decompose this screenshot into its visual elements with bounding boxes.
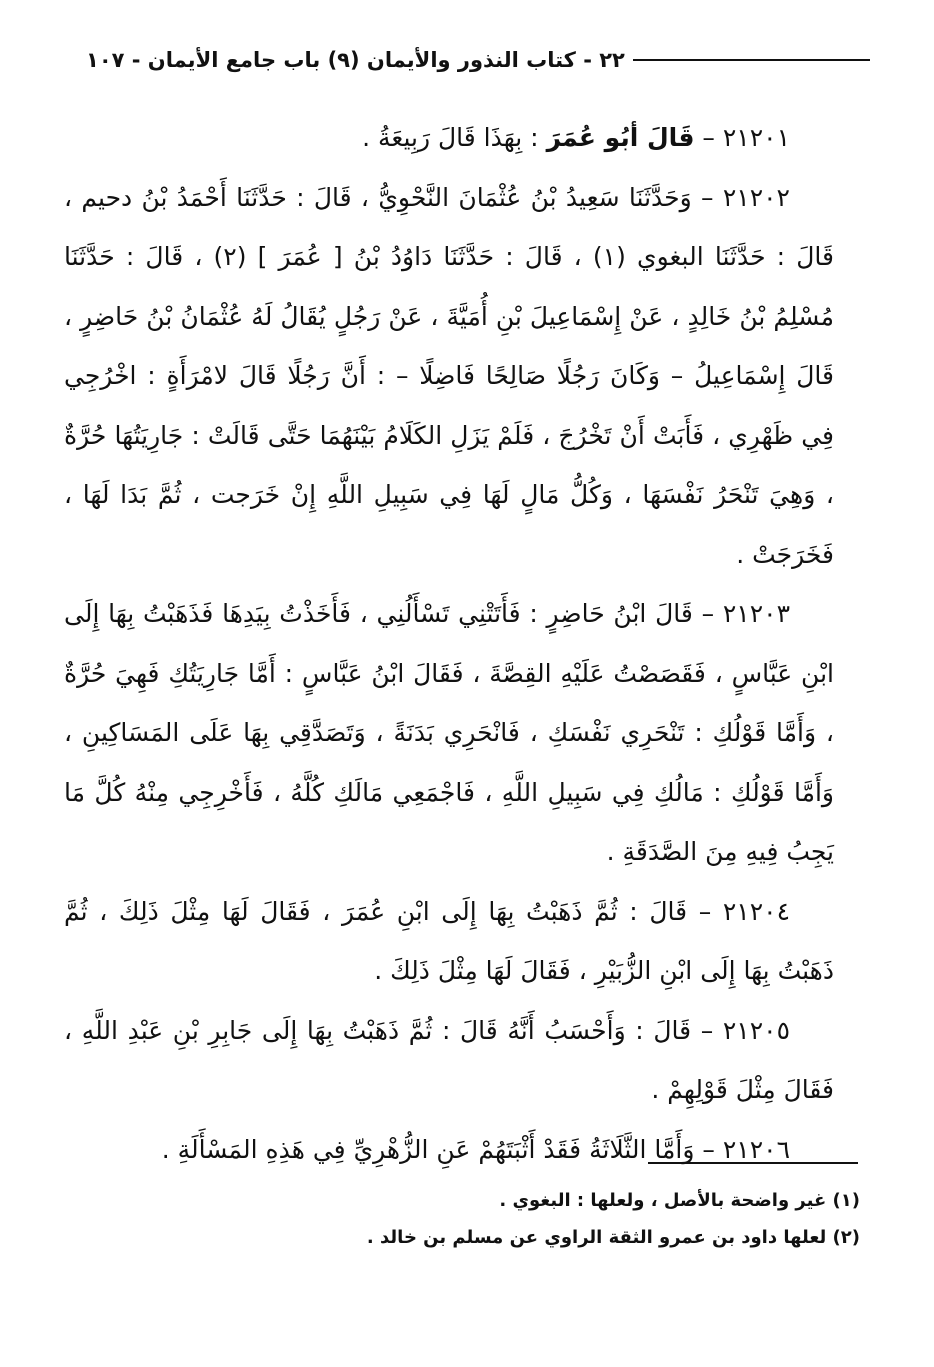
- paragraph-number: ٢١٢٠٢ –: [701, 182, 790, 212]
- header-title: ٢٢ - كتاب النذور والأيمان (٩) باب جامع الأيمان - ١٠٧: [86, 48, 625, 72]
- paragraph-text: وَحَدَّثَنَا سَعِيدُ بْنُ عُثْمَانَ النَّحْوِيُّ ، قَالَ : حَدَّثَنَا أَحْمَدُ بْنُ دحيم ، قَالَ : حَدَّثَنَا البغوي (١) ، قَالَ : حَدَّثَنَا دَاوُدُ بْنُ [ عُمَرَ ] (٢) ، قَالَ : حَدَّثَنَا مُسْلِمُ بْنُ خَالِدٍ ، عَنْ إِسْمَاعِيلَ بْنِ أُمَيَّةَ ، عَنْ رَجُلٍ يُقَالُ لَهُ عُثْمَانُ بْنُ حَاضِرٍ ، قَالَ إِسْمَاعِيلُ – وَكَانَ رَجُلًا صَالِحًا فَاضِلًا – : أَنَّ رَجُلًا قَالَ لامْرَأَةٍ : اخْرُجِي فِي ظَهْرِي ، فَأَبَتْ أَنْ تَخْرُجَ ، فَلَمْ يَزَلِ الكَلَامُ بَيْنَهُمَا حَتَّى قَالَتْ : جَارِيَتُهَا حُرَّةٌ ، وَهِيَ تَنْحَرُ نَفْسَهَا ، وَكُلُّ مَالٍ لَهَا فِي سَبِيلِ اللَّهِ إِنْ خَرَجت ، ثُمَّ بَدَا لَهَا ، فَخَرَجَتْ .: [64, 182, 834, 569]
- paragraph-number: ٢١٢٠١ –: [702, 123, 790, 152]
- paragraph-bold-text: قَالَ أبُو عُمَرَ: [546, 123, 695, 152]
- paragraph-text: قَالَ : ثُمَّ ذَهَبْتُ بِهَا إِلَى ابْنِ عُمَرَ ، فَقَالَ لَهَا مِثْلَ ذَلِكَ ، ثُمَّ ذَهَبْتُ بِهَا إِلَى ابْنِ الزُّبَيْرِ ، فَقَالَ لَهَا مِثْلَ ذَلِكَ .: [64, 896, 834, 985]
- footnote-2: (٢) لعلها داود بن عمرو الثقة الراوي عن مسلم بن خالد .: [366, 1227, 860, 1248]
- paragraph-21202: [64, 168, 834, 585]
- footnotes: [200, 1182, 860, 1256]
- paragraph-21203: [64, 584, 834, 882]
- paragraph-21205: [64, 1001, 834, 1120]
- paragraph-number: ٢١٢٠٦ –: [702, 1134, 790, 1164]
- header-rule: [633, 59, 870, 61]
- page-header: [70, 40, 870, 80]
- paragraph-21206: [64, 1120, 834, 1180]
- paragraph-number: ٢١٢٠٣ –: [701, 599, 791, 628]
- footnote-1: (١) غير واضحة بالأصل ، ولعلها : البغوي .: [499, 1190, 860, 1211]
- paragraph-text: وَأَمَّا الثَّلَاثَةُ فَقَدْ أَثْبَتَهُمْ عَنِ الزُّهْرِيِّ فِي هَذِهِ المَسْأَلَةِ .: [161, 1134, 695, 1164]
- paragraph-text: قَالَ ابْنُ حَاضِرٍ : فَأَتَتْنِي تَسْأَلُنِي ، فَأَخَذْتُ بِيَدِهَا فَذَهَبْتُ بِهَا إِلَى ابْنِ عَبَّاسٍ ، فَقَصَصْتُ عَلَيْهِ القِصَّةَ ، فَقَالَ ابْنُ عَبَّاسٍ : أَمَّا جَارِيَتُكِ فَهِيَ حُرَّةٌ ، وَأَمَّا قَوْلُكِ : تَنْحَرِي نَفْسَكِ ، فَانْحَرِي بَدَنَةً ، وَتَصَدَّقِي بِهَا عَلَى المَسَاكِينِ ، وَأَمَّا قَوْلُكِ : مَالُكِ فِي سَبِيلِ اللَّهِ ، فَاجْمَعِي مَالَكِ كُلَّهُ ، فَأَخْرِجِي مِنْهُ كُلَّ مَا يَجِبُ فِيهِ مِنَ الصَّدَقَةِ .: [64, 599, 834, 866]
- main-text: [64, 108, 834, 1179]
- paragraph-21201: [64, 108, 834, 168]
- paragraph-21204: [64, 882, 834, 1001]
- paragraph-text: قَالَ : وَأَحْسَبُ أَنَّهُ قَالَ : ثُمَّ ذَهَبْتُ بِهَا إِلَى جَابِرِ بْنِ عَبْدِ اللَّهِ ، فَقَالَ مِثْلَ قَوْلِهِمْ .: [64, 1015, 834, 1104]
- paragraph-number: ٢١٢٠٥ –: [700, 1015, 790, 1045]
- footnote-separator: [648, 1162, 858, 1164]
- paragraph-number: ٢١٢٠٤ –: [698, 896, 791, 926]
- paragraph-text: : بِهَذَا قَالَ رَبِيعَةُ .: [362, 123, 539, 152]
